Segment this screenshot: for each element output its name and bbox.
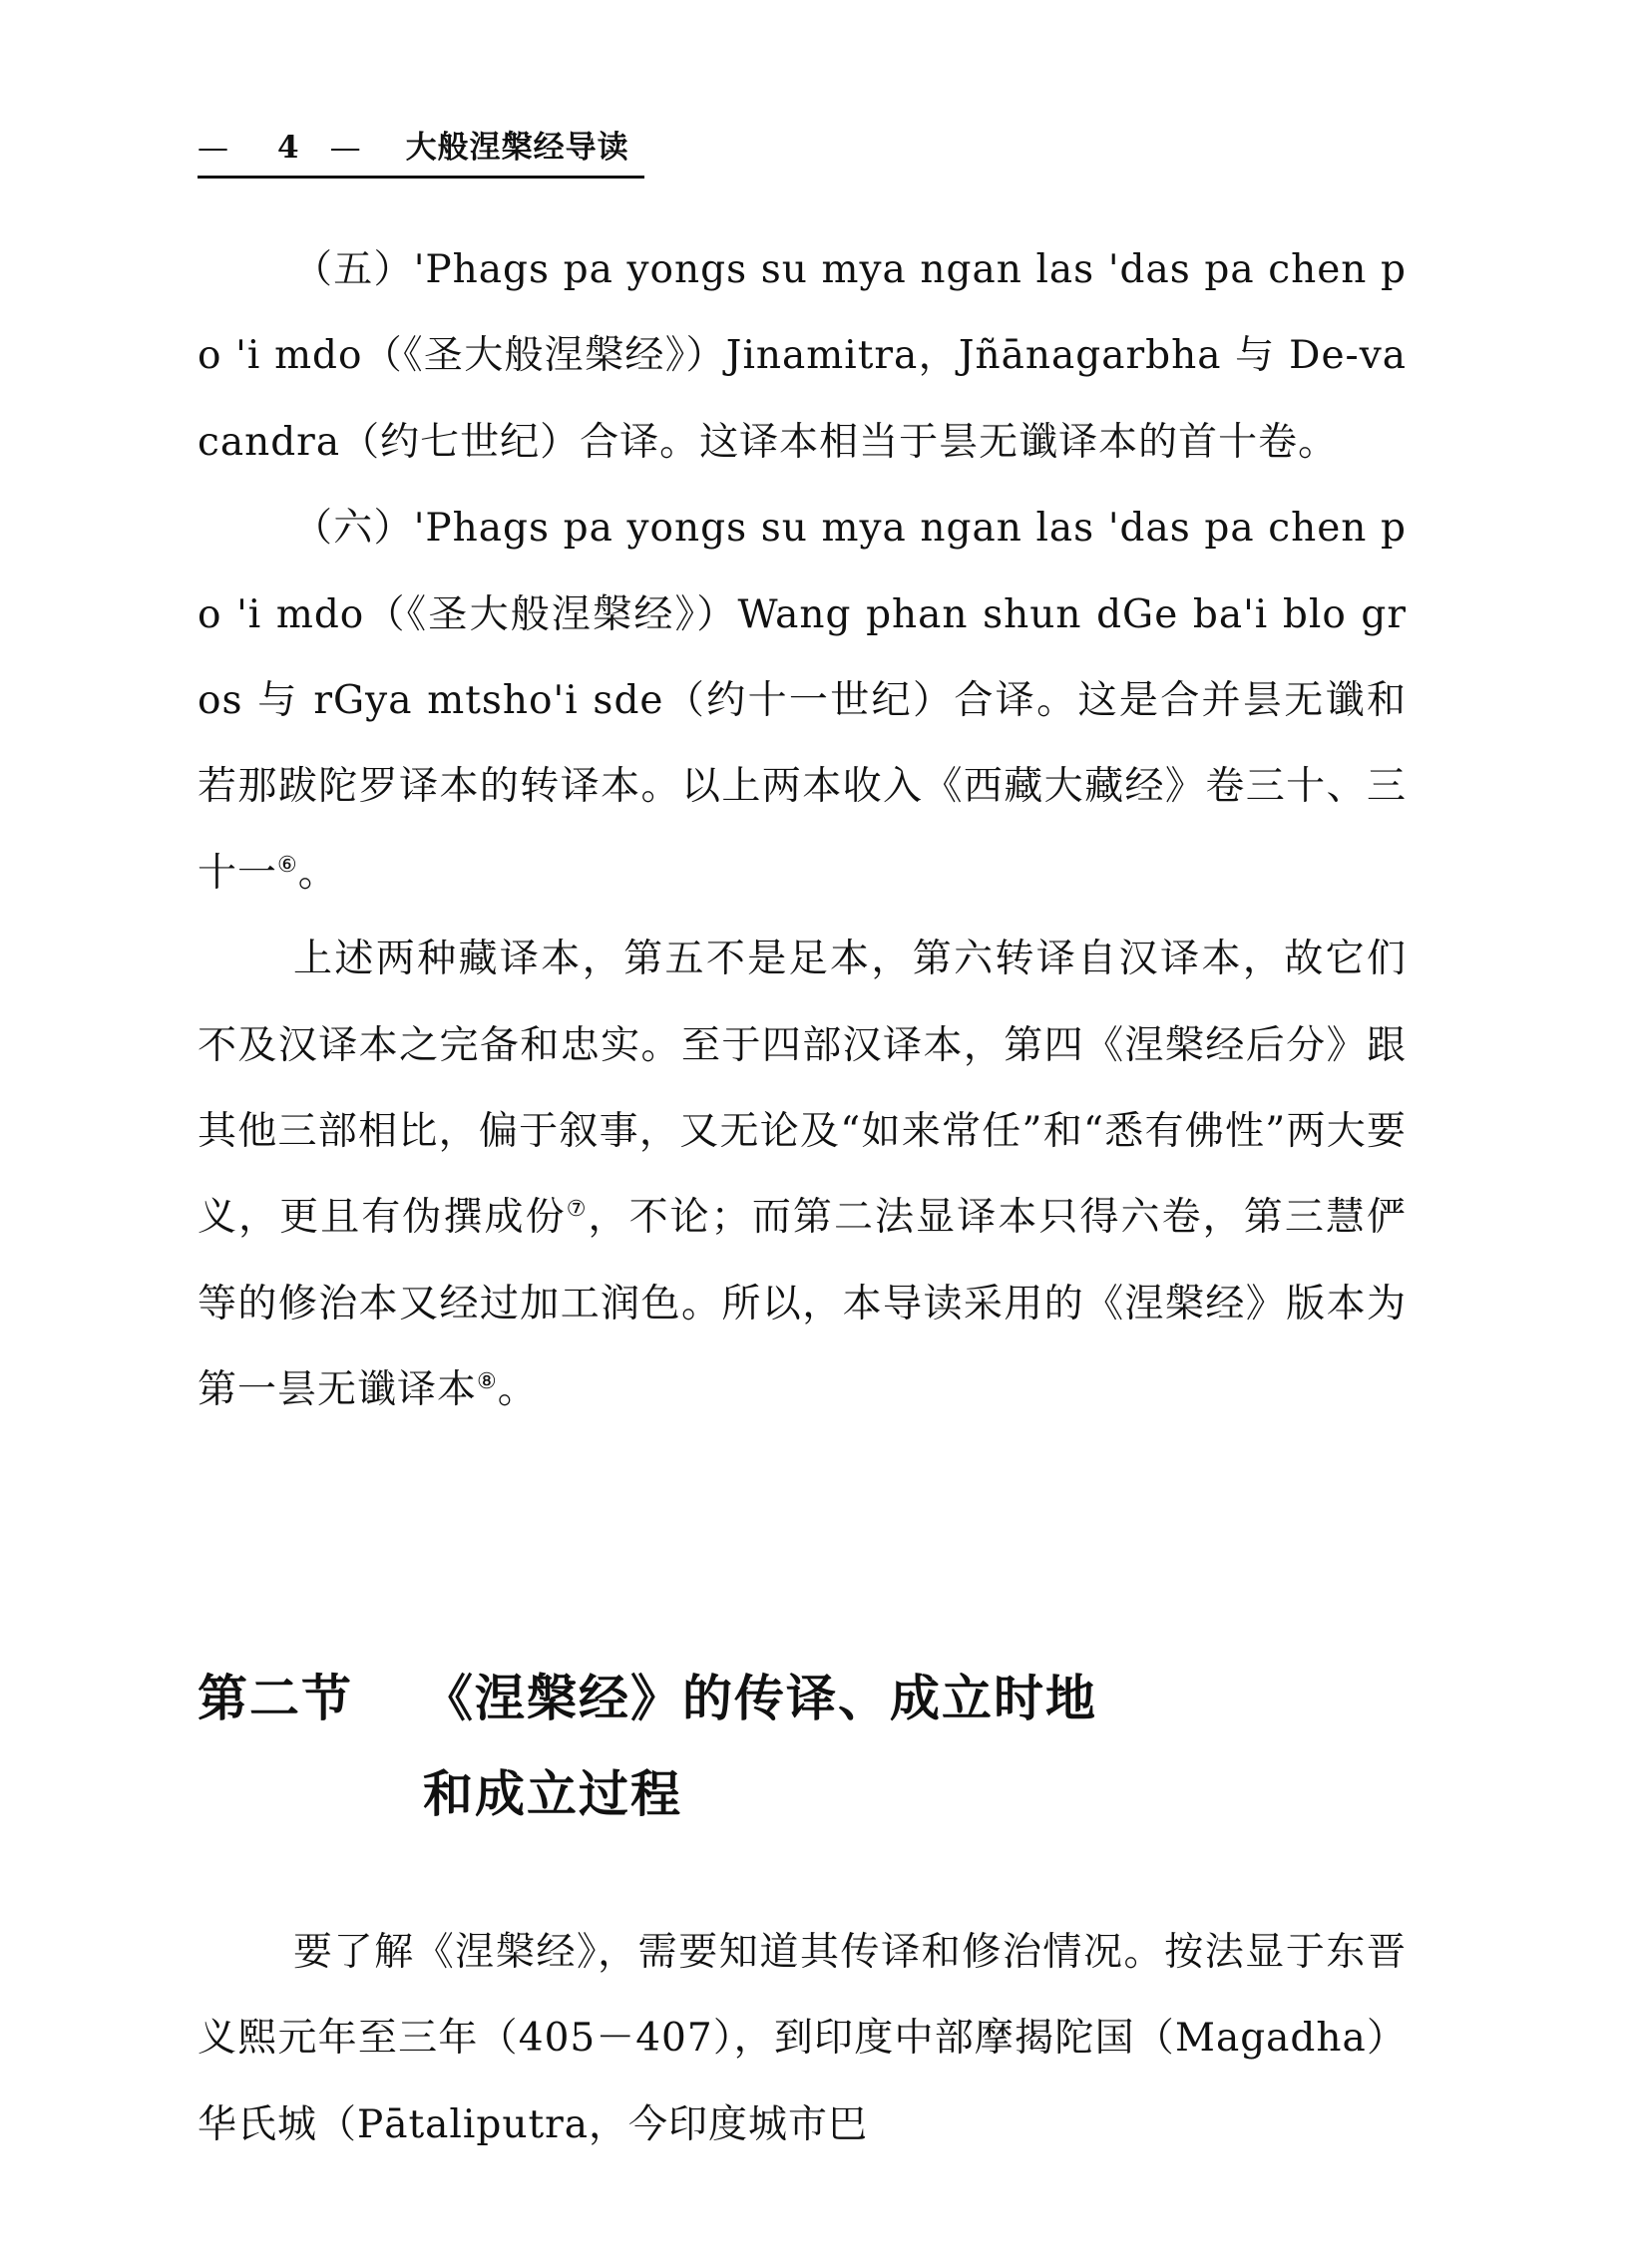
paragraph-comparison-end: 。 bbox=[497, 1367, 538, 1413]
paragraph-tibetan-6 bbox=[198, 486, 1407, 917]
footnote-ref-6: ⑥ bbox=[277, 852, 298, 878]
header-dash-right: — bbox=[329, 130, 362, 166]
paragraph-tibetan-6-end: 。 bbox=[297, 850, 338, 896]
section-title-line2: 和成立过程 bbox=[423, 1765, 682, 1823]
running-header bbox=[198, 128, 629, 168]
paragraph-tibetan-5: （五）'Phags pa yongs su mya ngan las 'das pa chen po 'i mdo（《圣大般涅槃经》）Jinamitra，Jñānagarbha 与 De-vacandra（约七世纪）合译。这译本相当于昙无谶译本的首十卷。 bbox=[198, 247, 1407, 465]
paragraph-transmission: 要了解《涅槃经》，需要知道其传译和修治情况。按法显于东晋义熙元年至三年（405－407），到印度中部摩揭陀国（Magadha）华氏城（Pātaliputra，今印度城市巴 bbox=[198, 1930, 1407, 2147]
section-title-line1: 《涅槃经》的传译、成立时地 bbox=[423, 1670, 1097, 1727]
paragraph-tibetan-6-text: （六）'Phags pa yongs su mya ngan las 'das pa chen po 'i mdo（《圣大般涅槃经》）Wang phan shun dGe ba'i blo gros 与 rGya mtsho'i sde（约十一世纪）合译。这是合并昙无谶和若那跋陀罗译本的转译本。以上两本收入《西藏大藏经》卷三十、三十一 bbox=[198, 506, 1407, 896]
header-rule bbox=[198, 176, 644, 179]
header-dash-left: — bbox=[198, 130, 229, 166]
section-number: 第二节 bbox=[198, 1670, 353, 1727]
paragraph-comparison-text-a: 上述两种藏译本，第五不是足本，第六转译自汉译本，故它们不及汉译本之完备和忠实。至于四部汉译本，第四《涅槃经后分》跟其他三部相比，偏于叙事，又无论及“如来常任”和“悉有佛性”两大要义，更且有伪撰成份 bbox=[198, 937, 1407, 1241]
footnote-ref-7: ⑦ bbox=[566, 1197, 589, 1223]
section-heading bbox=[198, 1651, 1097, 1842]
book-title: 大般涅槃经导读 bbox=[405, 130, 629, 166]
body-text-upper bbox=[198, 227, 1407, 1434]
body-text-lower bbox=[198, 1910, 1407, 2168]
paragraph-comparison-text-b: ，不论；而第二法显译本只得六卷，第三慧俨等的修治本又经过加工润色。所以，本导读采用的《涅槃经》版本为第一昙无谶译本 bbox=[198, 1195, 1407, 1413]
footnote-ref-8: ⑧ bbox=[477, 1369, 498, 1395]
paragraph-comparison bbox=[198, 917, 1407, 1433]
page-number: 4 bbox=[277, 130, 300, 166]
